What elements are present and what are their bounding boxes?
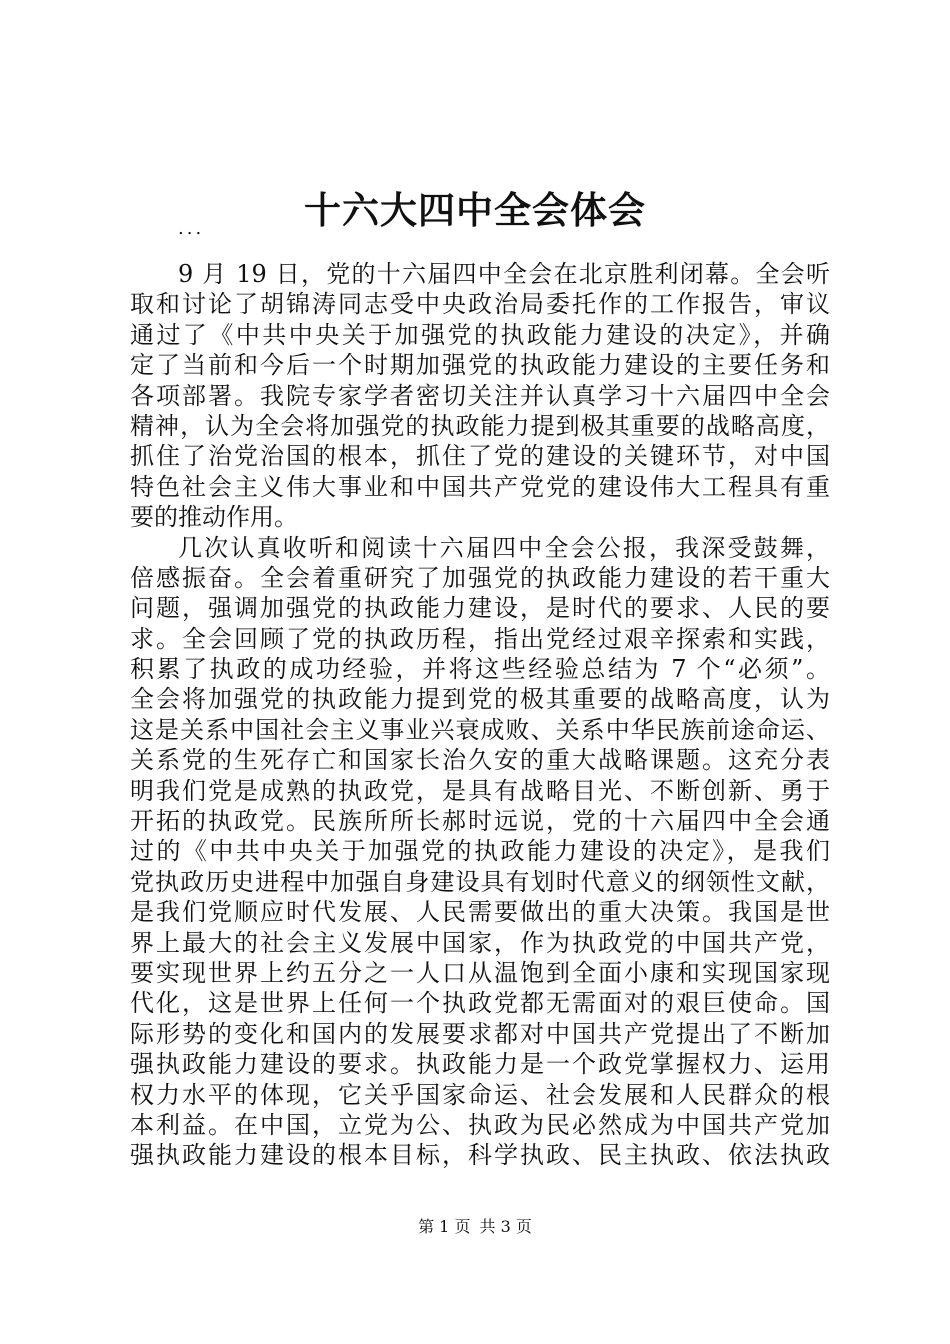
text-line: 强执政能力建设的根本目标，科学执政、民主执政、依法执政 bbox=[130, 1141, 830, 1170]
text-line: 代化，这是世界上任何一个执政党都无需面对的艰巨使命。国 bbox=[130, 989, 830, 1018]
text-line: 开拓的执政党。民族所所长郝时远说，党的十六届四中全会通 bbox=[130, 807, 830, 836]
text-line: 界上最大的社会主义发展中国家，作为执政党的中国共产党， bbox=[130, 928, 830, 957]
page-number: 第 1 页 bbox=[418, 1217, 471, 1236]
text-line: 求。全会回顾了党的执政历程，指出党经过艰辛探索和实践， bbox=[130, 624, 830, 653]
ellipsis-marker: ... bbox=[178, 218, 205, 239]
paragraph-2 bbox=[130, 533, 830, 1171]
text-line: 积累了执政的成功经验，并将这些经验总结为 7 个“必须”。 bbox=[130, 655, 830, 684]
text-line: 精神，认为全会将加强党的执政能力提到极其重要的战略高度， bbox=[130, 411, 830, 440]
paragraph-1 bbox=[130, 259, 830, 533]
text-line: 全会将加强党的执政能力提到党的极其重要的战略高度，认为 bbox=[130, 685, 830, 714]
text-line: 权力水平的体现，它关乎国家命运、社会发展和人民群众的根 bbox=[130, 1080, 830, 1109]
text-line: 定了当前和今后一个时期加强党的执政能力建设的主要任务和 bbox=[130, 351, 830, 380]
text-line: 9 月 19 日，党的十六届四中全会在北京胜利闭幕。全会听 bbox=[178, 260, 830, 288]
text-line: 这是关系中国社会主义事业兴衰成败、关系中华民族前途命运、 bbox=[130, 715, 830, 744]
text-line: 几次认真收听和阅读十六届四中全会公报，我深受鼓舞， bbox=[178, 533, 830, 562]
document-title: 十六大四中全会体会 bbox=[304, 188, 646, 232]
text-line: 强执政能力建设的要求。执政能力是一个政党掌握权力、运用 bbox=[130, 1050, 830, 1079]
text-line: 过的《中共中央关于加强党的执政能力建设的决定》，是我们 bbox=[130, 837, 830, 866]
text-line: 际形势的变化和国内的发展要求都对中国共产党提出了不断加 bbox=[130, 1019, 830, 1048]
text-line: 问题，强调加强党的执政能力建设，是时代的要求、人民的要 bbox=[130, 594, 830, 623]
page-total: 共 3 页 bbox=[479, 1217, 532, 1236]
text-line: 是我们党顺应时代发展、人民需要做出的重大决策。我国是世 bbox=[130, 898, 830, 927]
text-line: 要实现世界上约五分之一人口从温饱到全面小康和实现国家现 bbox=[130, 958, 830, 987]
document-body bbox=[130, 259, 830, 1171]
text-line: 关系党的生死存亡和国家长治久安的重大战略课题。这充分表 bbox=[130, 746, 830, 775]
text-line: 明我们党是成熟的执政党，是具有战略目光、不断创新、勇于 bbox=[130, 776, 830, 805]
text-line: 党执政历史进程中加强自身建设具有划时代意义的纲领性文献， bbox=[130, 867, 830, 896]
text-line: 倍感振奋。全会着重研究了加强党的执政能力建设的若干重大 bbox=[130, 563, 830, 592]
page-footer bbox=[0, 1216, 950, 1238]
text-line: 取和讨论了胡锦涛同志受中央政治局委托作的工作报告，审议 bbox=[130, 290, 830, 319]
text-line: 各项部署。我院专家学者密切关注并认真学习十六届四中全会 bbox=[130, 381, 830, 410]
text-line: 通过了《中共中央关于加强党的执政能力建设的决定》，并确 bbox=[130, 320, 830, 349]
text-line: 抓住了治党治国的根本，抓住了党的建设的关键环节，对中国 bbox=[130, 442, 830, 471]
text-line: 本利益。在中国，立党为公、执政为民必然成为中国共产党加 bbox=[130, 1110, 830, 1139]
text-line: 特色社会主义伟大事业和中国共产党党的建设伟大工程具有重 bbox=[130, 472, 830, 501]
text-line: 要的推动作用。 bbox=[130, 503, 298, 532]
